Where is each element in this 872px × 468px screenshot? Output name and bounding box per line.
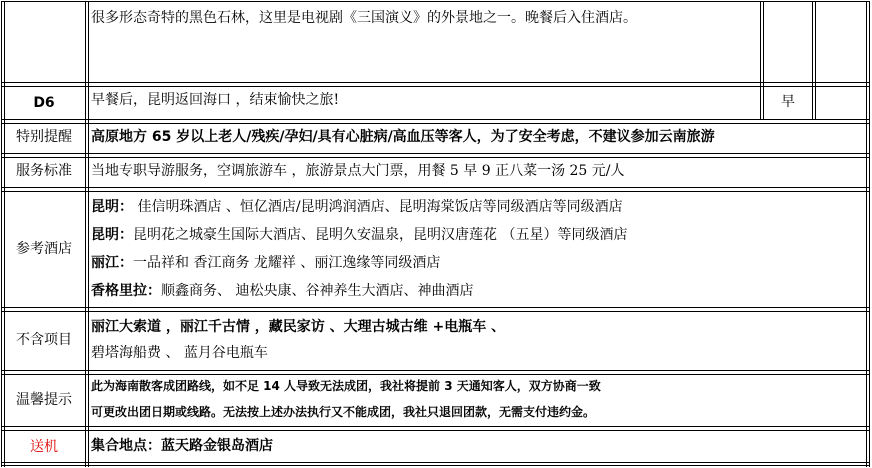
hotel-city: 香格里拉： xyxy=(91,283,161,299)
row-divider xyxy=(1,370,870,371)
meal-cell: 早 xyxy=(781,94,795,110)
day-label: D6 xyxy=(33,95,55,111)
hotel-city: 丽江： xyxy=(91,255,133,271)
warm-tips-line: 此为海南散客成团路线，如不足 14 人导致无法成团，我社将提前 3 天通知客人，双方协商一致 xyxy=(91,379,601,393)
row-divider xyxy=(1,462,870,463)
row-divider xyxy=(1,123,870,124)
hotel-line xyxy=(91,282,473,300)
hotel-line xyxy=(91,254,440,272)
row-divider xyxy=(1,465,870,466)
row-divider xyxy=(1,191,870,192)
reference-hotels-label: 参考酒店 xyxy=(16,241,72,257)
hotel-names: 一品祥和 香江商务 龙耀祥 、丽江逸缘等同级酒店 xyxy=(133,255,441,271)
hotel-names: 顺鑫商务、 迪松央康、谷神养生大酒店、神曲酒店 xyxy=(161,283,474,299)
column-divider xyxy=(88,1,89,467)
dropoff-label: 送机 xyxy=(30,439,58,455)
row-divider xyxy=(1,82,870,83)
hotel-names: 佳信明珠酒店 、恒亿酒店/昆明鸿润酒店、昆明海棠饭店等同级酒店等同级酒店 xyxy=(133,199,623,215)
excluded-items-label: 不含项目 xyxy=(16,332,72,348)
table-border-right xyxy=(869,1,870,467)
table-border-top xyxy=(1,1,870,2)
row-divider xyxy=(1,307,870,308)
excluded-items-line: 碧塔海船费 、 蓝月谷电瓶车 xyxy=(91,345,268,361)
day-description: 早餐后，昆明返回海口 ，结束愉快之旅! xyxy=(91,92,340,108)
row-divider xyxy=(1,426,870,427)
row-divider xyxy=(1,157,870,158)
meal-column-divider xyxy=(760,1,761,120)
row-divider xyxy=(1,86,870,87)
warm-tips-label: 温馨提示 xyxy=(16,392,72,408)
row-divider xyxy=(1,311,870,312)
dropoff-text: 集合地点：蓝天路金银岛酒店 xyxy=(91,438,273,454)
warm-tips-line: 可更改出团日期或线路。无法按上述办法执行又不能成团，我社只退回团款，无需支付违约金。 xyxy=(91,405,596,419)
special-notice-text: 高原地方 65 岁以上老人/残疾/孕妇/具有心脏病/高血压等客人，为了安全考虑，不建议参加云南旅游 xyxy=(91,129,715,145)
row-divider xyxy=(1,153,870,154)
service-standard-label: 服务标准 xyxy=(16,163,72,179)
hotel-column-divider xyxy=(812,1,813,120)
hotel-city: 昆明： xyxy=(91,227,133,243)
hotel-city: 昆明： xyxy=(91,199,133,215)
row-divider xyxy=(1,430,870,431)
row-divider xyxy=(1,374,870,375)
hotel-line xyxy=(91,198,623,216)
row-divider xyxy=(1,119,870,120)
hotel-names: 昆明花之城豪生国际大酒店、昆明久安温泉，昆明汉唐莲花 （五星）等同级酒店 xyxy=(133,227,628,243)
hotel-column-divider xyxy=(815,1,816,120)
excluded-items-line: 丽江大索道 ，丽江千古情 ，藏民家访 、大理古城古维 +电瓶车 、 xyxy=(91,319,506,335)
hotel-line xyxy=(91,226,627,244)
row-divider xyxy=(1,187,870,188)
special-notice-label: 特别提醒 xyxy=(16,129,72,145)
service-standard-text: 当地专职导游服务，空调旅游车 ，旅游景点大门票，用餐 5 早 9 正八菜一汤 25 元/人 xyxy=(91,163,625,179)
table-border-right-inner xyxy=(866,1,867,467)
day-description: 很多形态奇特的黑色石林，这里是电视剧《三国演义》的外景地之一。晚餐后入住酒店。 xyxy=(91,10,637,26)
